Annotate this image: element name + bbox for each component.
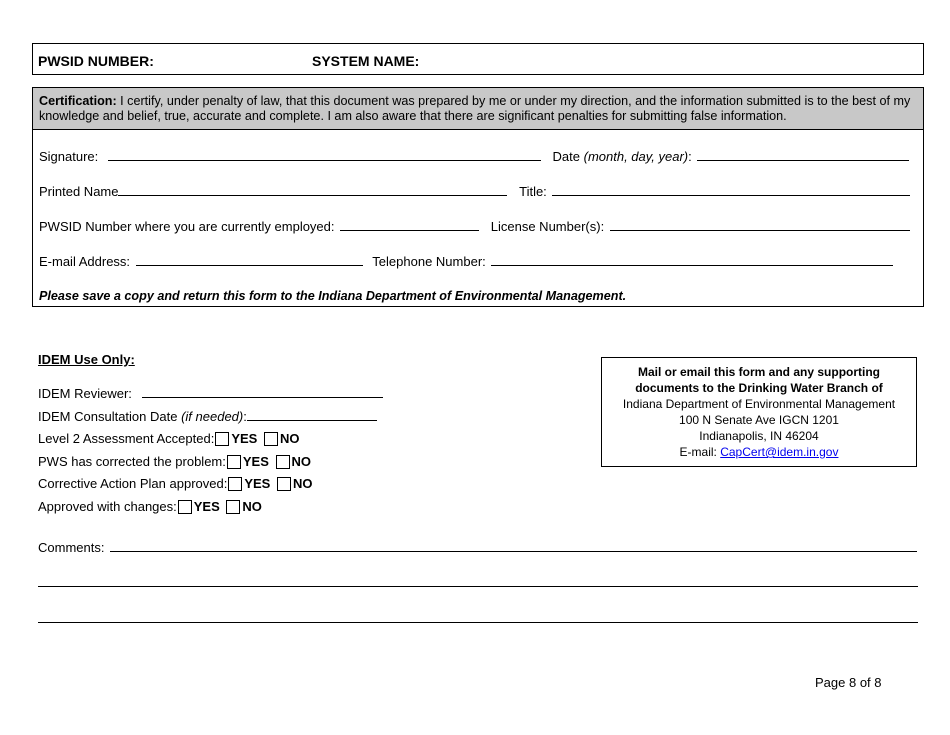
approved-changes-label: Approved with changes: [38,499,177,514]
comments-row [38,540,917,555]
mail-line-3: Indiana Department of Environmental Management [622,397,896,411]
signature-row [39,149,909,164]
cap-approved-no-label: NO [292,476,313,491]
date-hint: (month, day, year) [583,149,689,164]
consultation-date-hint: (if needed) [181,409,244,424]
comments-field-line-1[interactable] [110,541,917,552]
approved-changes-no-label: NO [242,499,262,514]
level2-no-checkbox[interactable] [264,432,278,446]
telephone-field[interactable] [491,255,893,266]
certification-box [32,87,924,307]
idem-use-only-heading: IDEM Use Only: [38,352,135,367]
title-field[interactable] [552,185,910,196]
save-note: Please save a copy and return this form to the Indiana Department of Environmental Management. [39,289,627,303]
consultation-date-row [38,409,377,424]
comments-field-line-2[interactable] [38,586,918,587]
cap-approved-yes-label: YES [244,476,271,491]
approved-changes-yes-label: YES [193,499,220,514]
pws-corrected-no-checkbox[interactable] [276,455,290,469]
consultation-date-field[interactable] [247,410,377,421]
approved-changes-row [38,499,262,514]
date-label: Date [552,149,580,164]
comments-field-line-3[interactable] [38,622,918,623]
pwsid-number-label: PWSID NUMBER: [38,53,154,69]
pwsid-employed-row [39,219,910,234]
idem-reviewer-label: IDEM Reviewer: [38,386,132,401]
mailing-instructions-box [601,357,917,467]
pwsid-employed-field[interactable] [340,220,479,231]
signature-label: Signature: [39,149,99,164]
comments-label: Comments: [38,540,105,555]
pws-corrected-row [38,454,311,469]
approved-changes-yes-checkbox[interactable] [178,500,192,514]
certification-statement [33,88,923,130]
certification-heading: Certification: [39,94,117,108]
pws-corrected-yes-checkbox[interactable] [227,455,241,469]
level2-assessment-row [38,431,299,446]
mail-line-5: Indianapolis, IN 46204 [699,429,819,443]
level2-assessment-label: Level 2 Assessment Accepted: [38,431,215,446]
cap-approved-row [38,476,312,491]
level2-no-label: NO [279,431,300,446]
pws-corrected-no-label: NO [291,454,311,469]
signature-field[interactable] [108,150,541,161]
cap-approved-no-checkbox[interactable] [277,477,291,491]
license-field[interactable] [610,220,910,231]
mail-email-prefix: E-mail: [679,445,721,459]
consultation-date-colon: : [243,409,247,424]
approved-changes-no-checkbox[interactable] [226,500,240,514]
idem-reviewer-row [38,386,383,401]
pwsid-employed-label: PWSID Number where you are currently employed: [39,219,335,234]
level2-yes-checkbox[interactable] [215,432,229,446]
mail-line-1: Mail or email this form and any supporting [637,365,881,379]
date-field[interactable] [697,150,909,161]
cap-approved-yes-checkbox[interactable] [228,477,242,491]
email-label: E-mail Address: [39,254,131,269]
printed-name-field[interactable] [118,185,507,196]
license-label: License Number(s): [490,219,605,234]
page-number: Page 8 of 8 [815,675,882,690]
consultation-date-label: IDEM Consultation Date [38,409,178,424]
mail-line-4: 100 N Senate Ave IGCN 1201 [679,413,839,427]
telephone-label: Telephone Number: [372,254,486,269]
printed-name-label: Printed Name [39,184,119,199]
certification-text: I certify, under penalty of law, that this document was prepared by me or under my direction, and the information submitted is to the best of my knowledge and belief, true, accurate and complete. I am also aware that there are significant penalties for submitting false information. [39,94,911,123]
title-label: Title: [519,184,547,199]
email-row [39,254,893,269]
pws-corrected-label: PWS has corrected the problem: [38,454,226,469]
mail-email-link[interactable]: CapCert@idem.in.gov [720,445,839,459]
level2-yes-label: YES [231,431,258,446]
pwsid-header-box [32,43,924,75]
email-field[interactable] [136,255,363,266]
pws-corrected-yes-label: YES [242,454,269,469]
printed-name-row [39,184,910,199]
system-name-label: SYSTEM NAME: [312,53,420,69]
idem-reviewer-field[interactable] [142,387,383,398]
date-colon: : [688,149,692,164]
cap-approved-label: Corrective Action Plan approved: [38,476,228,491]
mail-line-2: documents to the Drinking Water Branch of [635,381,883,395]
